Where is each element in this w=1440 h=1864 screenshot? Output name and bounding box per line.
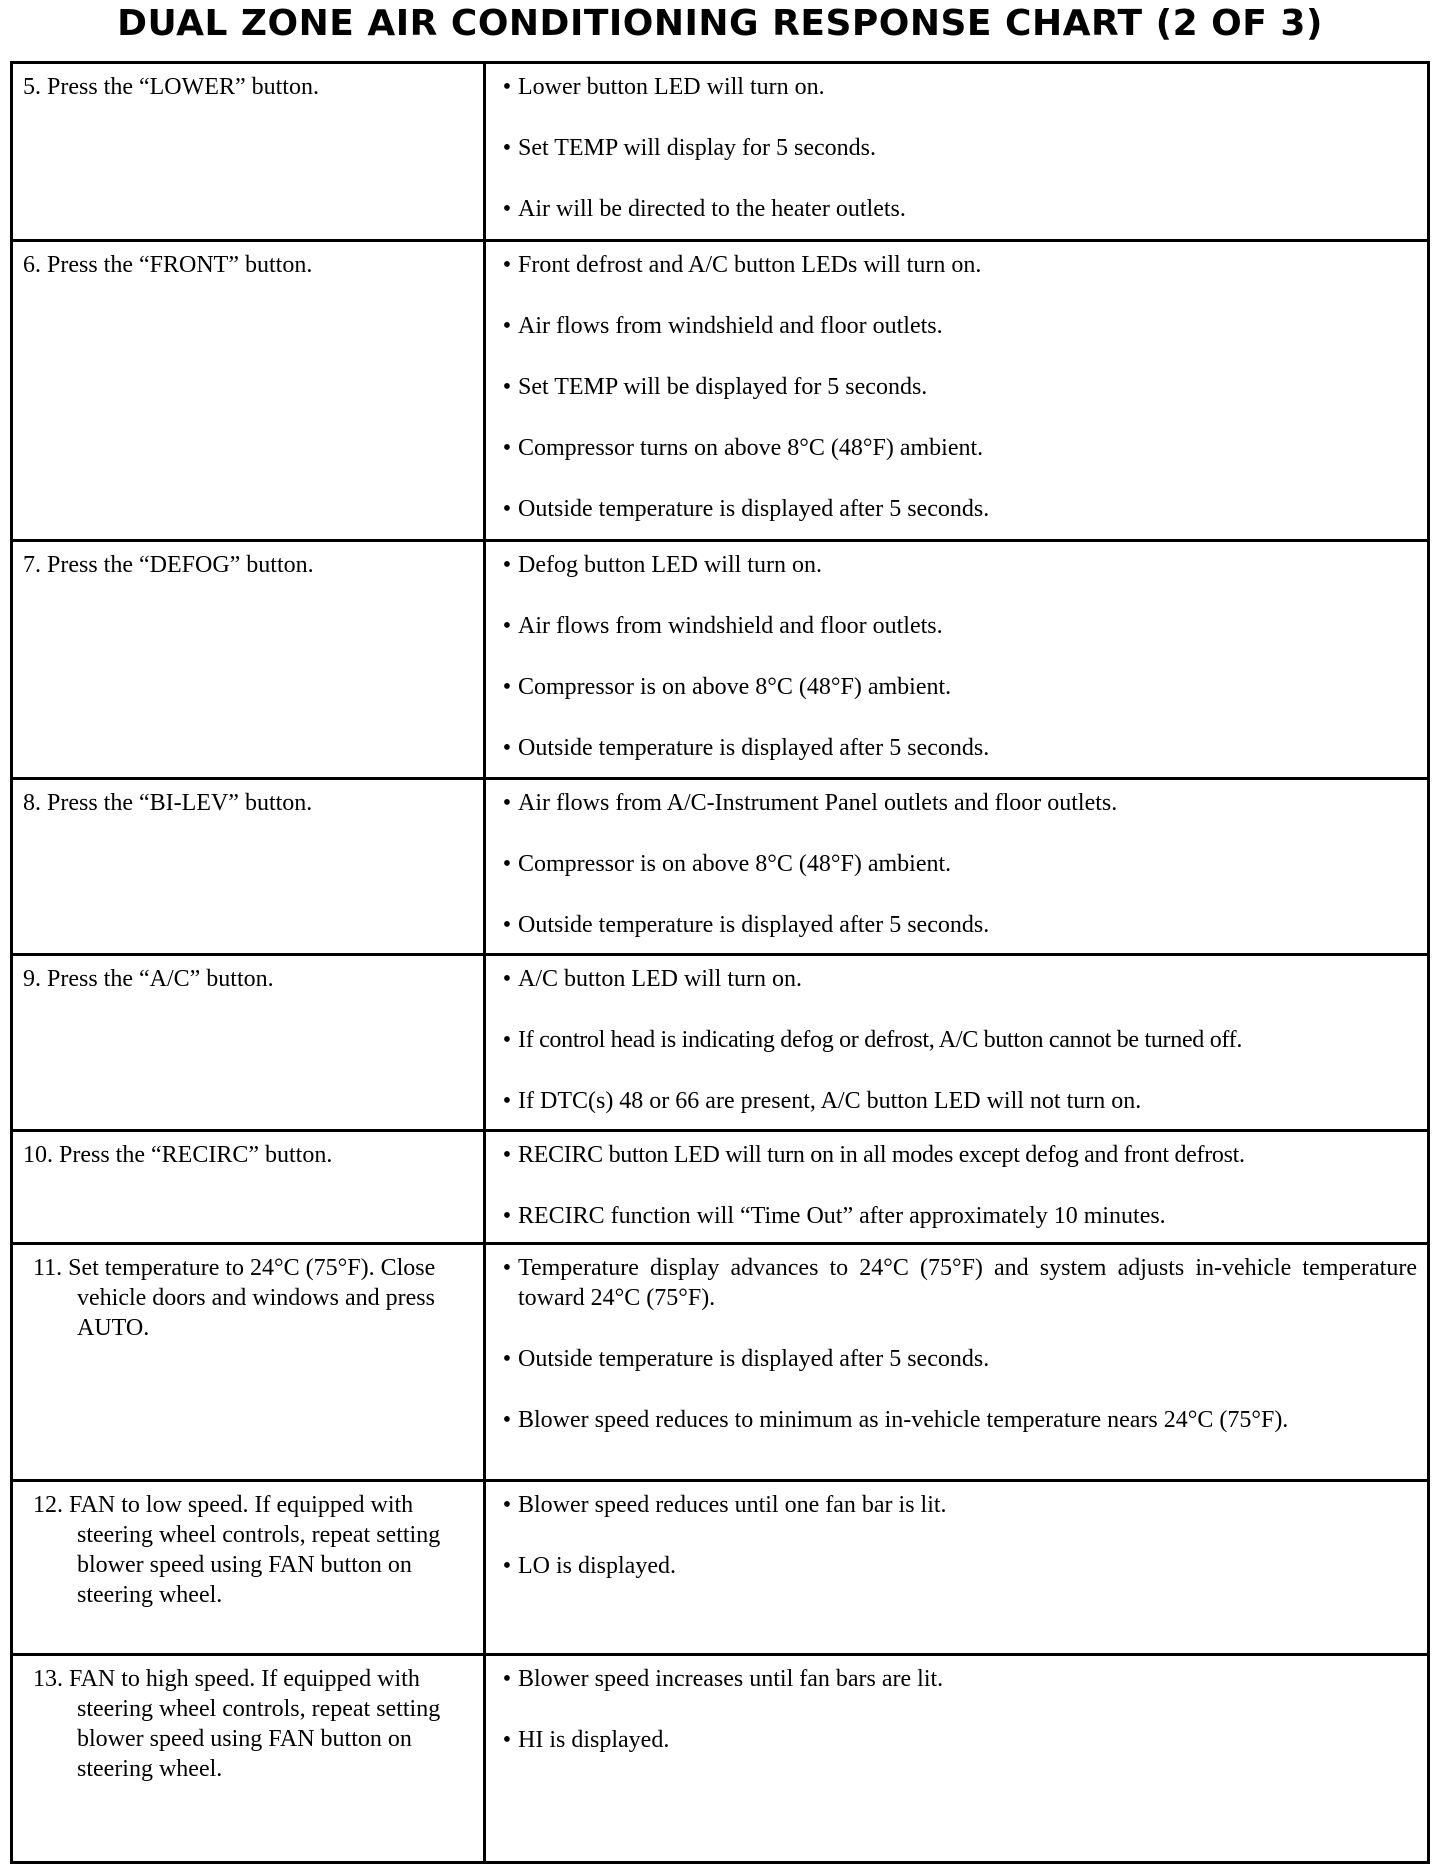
- response-text: HI is displayed.: [518, 1727, 670, 1753]
- bullet-icon: •: [502, 1255, 512, 1281]
- bullet-icon: •: [502, 135, 512, 161]
- bullet-icon: •: [502, 735, 512, 761]
- bullet-icon: •: [502, 1407, 512, 1433]
- chart-row: [12, 63, 1429, 241]
- response-text: RECIRC button LED will turn on in all modes except defog and front defrost.: [518, 1142, 1245, 1168]
- bullet-icon: •: [502, 496, 512, 522]
- response-item: [496, 672, 1417, 702]
- response-text: LO is displayed.: [518, 1553, 676, 1579]
- response-text: Air will be directed to the heater outlets.: [518, 196, 906, 222]
- step-text: 9. Press the “A/C” button.: [23, 966, 274, 992]
- response-text: Blower speed reduces to minimum as in-vehicle temperature nears 24°C (75°F).: [518, 1407, 1289, 1433]
- bullet-icon: •: [502, 196, 512, 222]
- response-text: RECIRC function will “Time Out” after approximately 10 minutes.: [518, 1203, 1166, 1229]
- chart-row: [12, 1655, 1429, 1863]
- step-cell: [12, 541, 485, 779]
- bullet-icon: •: [502, 252, 512, 278]
- response-item: [496, 733, 1417, 763]
- bullet-icon: •: [502, 74, 512, 100]
- bullet-icon: •: [502, 1553, 512, 1579]
- response-text: Air flows from windshield and floor outlets.: [518, 613, 943, 639]
- chart-row: [12, 779, 1429, 955]
- response-cell: [485, 1655, 1429, 1863]
- response-cell: [485, 63, 1429, 241]
- response-item: [496, 964, 1417, 994]
- response-cell: [485, 1131, 1429, 1244]
- response-cell: [485, 955, 1429, 1131]
- response-text: Blower speed reduces until one fan bar is lit.: [518, 1492, 947, 1518]
- response-item: [496, 1140, 1417, 1170]
- bullet-icon: •: [502, 966, 512, 992]
- response-item: [496, 250, 1417, 280]
- step-cell: [12, 241, 485, 541]
- bullet-icon: •: [502, 1142, 512, 1168]
- response-item: [496, 1551, 1417, 1581]
- response-chart-table: [10, 61, 1430, 1864]
- response-item: [496, 72, 1417, 102]
- bullet-icon: •: [502, 1346, 512, 1372]
- response-text: Outside temperature is displayed after 5 seconds.: [518, 735, 990, 761]
- response-item: [496, 372, 1417, 402]
- bullet-icon: •: [502, 912, 512, 938]
- step-cell: [12, 955, 485, 1131]
- response-text: Defog button LED will turn on.: [518, 552, 822, 578]
- chart-row: [12, 955, 1429, 1131]
- step-text: 7. Press the “DEFOG” button.: [23, 552, 314, 578]
- response-text: Front defrost and A/C button LEDs will turn on.: [518, 252, 982, 278]
- response-item: [496, 1725, 1417, 1755]
- response-cell: [485, 541, 1429, 779]
- bullet-icon: •: [502, 1203, 512, 1229]
- chart-row: [12, 1244, 1429, 1481]
- step-text: 8. Press the “BI-LEV” button.: [23, 790, 313, 816]
- response-text: If DTC(s) 48 or 66 are present, A/C button LED will not turn on.: [518, 1088, 1142, 1114]
- response-item: [496, 849, 1417, 879]
- bullet-icon: •: [502, 1727, 512, 1753]
- step-text: 11. Set temperature to 24°C (75°F). Close vehicle doors and windows and press AUTO.: [33, 1255, 442, 1341]
- chart-row: [12, 241, 1429, 541]
- response-text: Lower button LED will turn on.: [518, 74, 825, 100]
- response-item: [496, 311, 1417, 341]
- bullet-icon: •: [502, 1088, 512, 1114]
- bullet-icon: •: [502, 313, 512, 339]
- response-item: [496, 1201, 1417, 1231]
- bullet-icon: •: [502, 1666, 512, 1692]
- response-item: [496, 433, 1417, 463]
- chart-row: [12, 1131, 1429, 1244]
- bullet-icon: •: [502, 1492, 512, 1518]
- step-text: 5. Press the “LOWER” button.: [23, 74, 319, 100]
- response-text: Set TEMP will be displayed for 5 seconds.: [518, 374, 928, 400]
- response-item: [496, 1253, 1417, 1313]
- step-cell: [12, 1481, 485, 1655]
- response-item: [496, 133, 1417, 163]
- chart-row: [12, 1481, 1429, 1655]
- bullet-icon: •: [502, 435, 512, 461]
- bullet-icon: •: [502, 1027, 512, 1053]
- response-cell: [485, 1481, 1429, 1655]
- response-item: [496, 494, 1417, 524]
- response-text: Blower speed increases until fan bars are lit.: [518, 1666, 944, 1692]
- response-cell: [485, 241, 1429, 541]
- bullet-icon: •: [502, 374, 512, 400]
- response-text: A/C button LED will turn on.: [518, 966, 802, 992]
- step-cell: [12, 779, 485, 955]
- step-cell: [12, 63, 485, 241]
- response-item: [496, 1664, 1417, 1694]
- bullet-icon: •: [502, 851, 512, 877]
- response-chart-body: [12, 63, 1429, 1863]
- response-item: [496, 910, 1417, 940]
- response-item: [496, 1086, 1417, 1116]
- response-text: Outside temperature is displayed after 5 seconds.: [518, 1346, 990, 1372]
- response-item: [496, 1405, 1417, 1435]
- response-text: Compressor turns on above 8°C (48°F) ambient.: [518, 435, 984, 461]
- response-item: [496, 788, 1417, 818]
- response-item: [496, 1490, 1417, 1520]
- chart-row: [12, 541, 1429, 779]
- bullet-icon: •: [502, 790, 512, 816]
- bullet-icon: •: [502, 552, 512, 578]
- response-item: [496, 1025, 1417, 1055]
- step-cell: [12, 1655, 485, 1863]
- page-title: DUAL ZONE AIR CONDITIONING RESPONSE CHART (2 OF 3): [117, 3, 1323, 44]
- response-text: Compressor is on above 8°C (48°F) ambient.: [518, 851, 952, 877]
- step-cell: [12, 1244, 485, 1481]
- bullet-icon: •: [502, 674, 512, 700]
- response-text: Set TEMP will display for 5 seconds.: [518, 135, 876, 161]
- response-text: If control head is indicating defog or defrost, A/C button cannot be turned off.: [518, 1027, 1243, 1053]
- response-cell: [485, 1244, 1429, 1481]
- response-cell: [485, 779, 1429, 955]
- response-text: Outside temperature is displayed after 5 seconds.: [518, 496, 990, 522]
- bullet-icon: •: [502, 613, 512, 639]
- response-text: Air flows from windshield and floor outlets.: [518, 313, 943, 339]
- step-text: 12. FAN to low speed. If equipped with steering wheel controls, repeat setting blower speed using FAN button on steering wheel.: [33, 1492, 447, 1608]
- step-text: 13. FAN to high speed. If equipped with steering wheel controls, repeat setting blower speed using FAN button on steering wheel.: [33, 1666, 447, 1782]
- step-cell: [12, 1131, 485, 1244]
- response-text: Air flows from A/C-Instrument Panel outlets and floor outlets.: [518, 790, 1118, 816]
- response-item: [496, 611, 1417, 641]
- response-item: [496, 1344, 1417, 1374]
- response-item: [496, 194, 1417, 224]
- step-text: 10. Press the “RECIRC” button.: [23, 1142, 333, 1168]
- response-text: Outside temperature is displayed after 5 seconds.: [518, 912, 990, 938]
- response-item: [496, 550, 1417, 580]
- response-text: Compressor is on above 8°C (48°F) ambient.: [518, 674, 952, 700]
- step-text: 6. Press the “FRONT” button.: [23, 252, 313, 278]
- response-text: Temperature display advances to 24°C (75°F) and system adjusts in-vehicle temperature toward 24°C (75°F).: [518, 1255, 1417, 1311]
